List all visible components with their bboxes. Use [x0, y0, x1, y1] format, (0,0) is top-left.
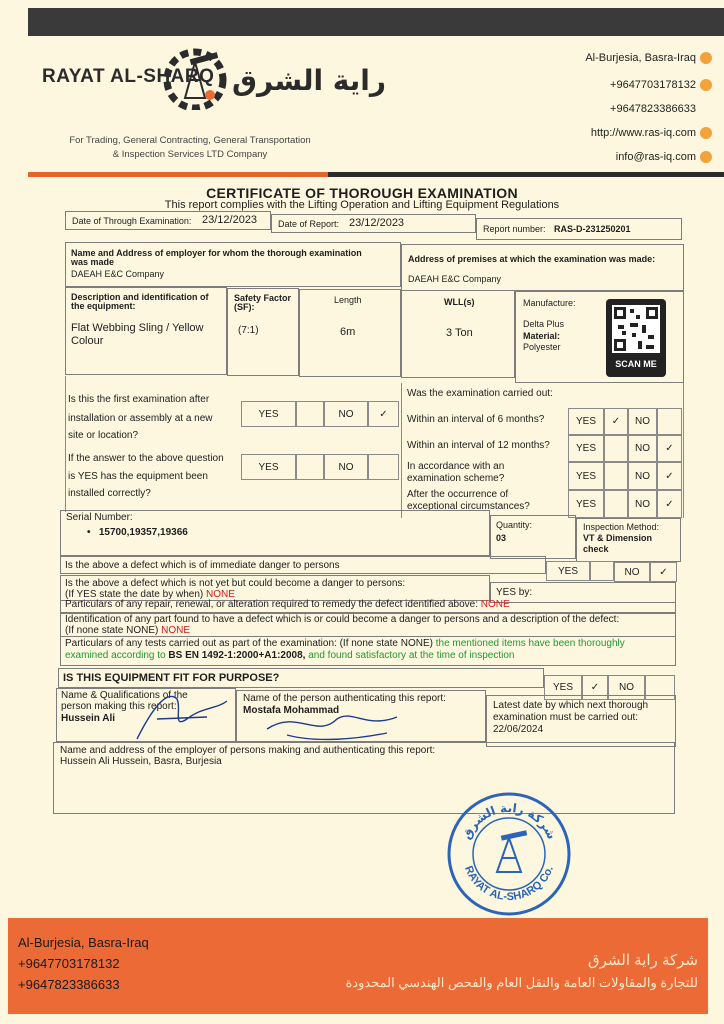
svg-text:شركة راية الشرق: شركة راية الشرق	[459, 800, 559, 842]
contact-website[interactable]	[512, 127, 712, 139]
length-box	[299, 289, 401, 377]
interval-12-no-check[interactable]: ✓	[657, 435, 682, 462]
certificate-subtitle: This report complies with the Lifting Operation and Lifting Equipment Regulations	[164, 199, 560, 211]
location-icon	[700, 52, 712, 64]
immediate-yes-check[interactable]	[590, 561, 614, 581]
contact-phone-1	[512, 79, 712, 91]
fit-yes[interactable]: YES	[544, 675, 582, 700]
serial-value: 15700,19357,19366	[98, 527, 188, 538]
next-exam-box	[486, 695, 676, 747]
quantity-value: 03	[496, 533, 507, 543]
equipment-desc-label-1: Description and identification of	[71, 292, 209, 302]
first-exam-q-line-2: installation or assembly at a new	[68, 413, 213, 424]
examiner-label-1: Name & Qualifications of the	[61, 690, 188, 701]
exceptional-yes[interactable]: YES	[568, 490, 604, 518]
authenticator-signature-icon	[257, 699, 407, 743]
first-exam-no-check[interactable]: ✓	[368, 401, 399, 427]
report-number-value: RAS-D-231250201	[554, 224, 631, 234]
footer-phone-2: +9647823386633	[18, 977, 120, 992]
exceptional-no-check[interactable]: ✓	[657, 490, 682, 518]
employer-label-1: Name and Address of employer for whom the thorough examination	[71, 248, 362, 258]
exceptional-no[interactable]: NO	[628, 490, 657, 518]
phone-icon	[700, 79, 712, 91]
serial-label: Serial Number:	[66, 512, 133, 523]
examiner-label-2: person making this report:	[61, 701, 177, 712]
installed-q-line-1: If the answer to the above question	[68, 453, 224, 464]
employer-persons-value: Hussein Ali Hussein, Basra, Burjesia	[60, 756, 222, 767]
repair-value: NONE	[480, 599, 510, 610]
tests-result-3: and found satisfactory at the time of inspection	[308, 650, 515, 661]
tests-result-1: the mentioned items have been thoroughly	[435, 638, 625, 649]
svg-text:RAYAT AL-SHARQ Co.: RAYAT AL-SHARQ Co.	[462, 864, 556, 904]
next-exam-label-1: Latest date by which next thorough	[493, 700, 649, 711]
immediate-danger-row	[60, 556, 546, 574]
installed-yes-check[interactable]	[296, 454, 324, 480]
company-stamp-icon	[445, 790, 573, 918]
part-defect-value: NONE	[161, 625, 191, 636]
interval-12-yes-check[interactable]	[604, 435, 628, 462]
interval-12-yes[interactable]: YES	[568, 435, 604, 462]
authenticator-label: Name of the person authenticating this report:	[243, 693, 446, 704]
part-defect-row	[60, 613, 676, 637]
tests-line-1	[65, 638, 625, 650]
scheme-no[interactable]: NO	[628, 462, 657, 490]
part-defect-instruction: (If none state NONE)	[65, 625, 159, 636]
manufacture-box	[515, 291, 684, 383]
brand-name-en: RAYAT AL-SHARQ	[42, 66, 215, 87]
brand-name-ar: راية الشرق	[232, 64, 387, 97]
scheme-yes-check[interactable]	[604, 462, 628, 490]
sf-label-2: (SF):	[234, 302, 255, 312]
interval-6-label: Within an interval of 6 months?	[407, 414, 545, 425]
interval-6-yes-check[interactable]: ✓	[604, 408, 628, 435]
tests-result-2: examined according to	[65, 650, 166, 661]
report-date-value: 23/12/2023	[349, 217, 405, 229]
authenticator-box	[236, 690, 486, 742]
examiner-box	[56, 688, 236, 742]
yes-by-label: YES by:	[496, 587, 533, 598]
safety-factor-box	[227, 288, 299, 376]
exam-date-box	[65, 211, 271, 230]
interval-12-no[interactable]: NO	[628, 435, 657, 462]
phone-2-text: +9647823386633	[610, 103, 696, 115]
tagline-line-1: For Trading, General Contracting, General Transportation	[69, 135, 311, 146]
serial-box	[60, 510, 490, 556]
footer-ar-line-2: للتجارة والمقاولات العامة والنقل العام والفحص الهندسي المحدودة	[345, 975, 698, 990]
tagline-line-2: & Inspection Services LTD Company	[112, 149, 268, 160]
repair-row	[60, 599, 676, 613]
exceptional-label-2: exceptional circumstances?	[407, 501, 530, 512]
footer-phone-1: +9647703178132	[18, 956, 120, 971]
dark-stripe	[328, 172, 724, 177]
sf-label-1: Safety Factor	[234, 293, 292, 303]
header-bar	[28, 8, 724, 36]
material-label: Material:	[523, 331, 561, 341]
accent-stripe	[28, 172, 328, 177]
sf-value: (7:1)	[238, 325, 259, 336]
contact-email[interactable]	[512, 151, 712, 163]
employer-value: DAEAH E&C Company	[71, 269, 165, 279]
tests-label: Particulars of any tests carried out as part of the examination: (If none state NONE)	[65, 638, 433, 649]
exam-date-label: Date of Through Examination:	[72, 216, 192, 226]
part-defect-label-1: Identification of any part found to have a defect which is or could become a danger to persons and a description of the defect:	[65, 614, 620, 625]
serial-value-item: • 15700,19357,19366	[87, 527, 188, 538]
next-exam-date: 22/06/2024	[493, 724, 544, 735]
address-text: Al-Burjesia, Basra-Iraq	[585, 52, 696, 64]
future-danger-value: NONE	[206, 589, 235, 600]
report-number-box	[476, 218, 682, 240]
scan-me-label: SCAN ME	[615, 359, 657, 369]
quantity-label: Quantity:	[496, 520, 533, 530]
method-value-1: VT & Dimension	[583, 533, 653, 543]
email-link[interactable]: info@ras-iq.com	[615, 151, 696, 163]
carried-out-label: Was the examination carried out:	[407, 388, 553, 399]
first-exam-q-line-1: Is this the first examination after	[68, 394, 210, 405]
method-label: Inspection Method:	[583, 522, 660, 532]
footer-arabic	[346, 950, 699, 994]
footer-ar-line-1: شركة راية الشرق	[587, 952, 698, 969]
length-value: 6m	[340, 326, 356, 338]
installed-q-line-3: installed correctly?	[68, 488, 151, 499]
installed-yes[interactable]: YES	[241, 454, 296, 480]
first-exam-no[interactable]: NO	[324, 401, 368, 427]
first-exam-q-line-3: site or location?	[68, 430, 139, 441]
future-danger-label-1: Is the above a defect which is not yet but could become a danger to persons:	[65, 578, 406, 589]
immediate-yes[interactable]: YES	[546, 561, 590, 581]
qr-code-icon	[612, 305, 660, 353]
contact-phone-2	[512, 103, 712, 115]
globe-icon	[700, 127, 712, 139]
wll-value: 3 Ton	[446, 327, 473, 339]
wll-label: WLL(s)	[444, 297, 475, 307]
future-danger-row	[60, 575, 490, 601]
website-link[interactable]: http://www.ras-iq.com	[590, 127, 696, 139]
scheme-label-2: examination scheme?	[407, 473, 505, 484]
footer-address: Al-Burjesia, Basra-Iraq	[18, 935, 149, 950]
first-exam-yes[interactable]: YES	[241, 401, 296, 427]
email-icon	[700, 151, 712, 163]
fit-no[interactable]: NO	[608, 675, 645, 700]
contact-address	[512, 52, 712, 64]
footer-contact	[18, 932, 149, 995]
report-date-box	[271, 214, 476, 233]
material-value: Polyester	[523, 342, 561, 352]
equipment-desc-value-2: Colour	[71, 335, 104, 347]
equipment-desc-label-2: the equipment:	[71, 301, 136, 311]
tests-standard: BS EN 1492-1:2000+A1:2008,	[168, 650, 306, 661]
exceptional-label-1: After the occurrence of	[407, 489, 509, 500]
immediate-danger-label: Is the above a defect which is of immediate danger to persons	[65, 560, 340, 571]
immediate-no[interactable]: NO	[614, 562, 650, 582]
method-box	[576, 518, 681, 562]
tagline	[40, 134, 340, 162]
exam-date-value: 23/12/2023	[202, 214, 258, 226]
qr-code[interactable]	[606, 299, 666, 377]
installed-q-line-2: is YES has the equipment been	[68, 471, 208, 482]
phone-1-text: +9647703178132	[610, 79, 696, 91]
fit-purpose-label: IS THIS EQUIPMENT FIT FOR PURPOSE?	[63, 672, 280, 684]
interval-6-yes[interactable]: YES	[568, 408, 604, 435]
wll-box	[401, 290, 515, 378]
scheme-yes[interactable]: YES	[568, 462, 604, 490]
employer-persons-box	[53, 742, 675, 814]
repair-label: Particulars of any repair, renewal, or alteration required to remedy the defect identified above:	[65, 599, 479, 610]
report-number-label: Report number:	[483, 224, 546, 234]
quantity-box	[490, 515, 576, 559]
installed-no-check[interactable]	[368, 454, 399, 480]
fit-purpose-row	[58, 668, 544, 688]
examiner-signature-icon	[117, 689, 237, 741]
scheme-no-check[interactable]: ✓	[657, 462, 682, 490]
interval-6-no[interactable]: NO	[628, 408, 657, 435]
next-exam-label-2: examination must be carried out:	[493, 712, 639, 723]
first-exam-section	[65, 376, 401, 512]
fit-yes-check[interactable]: ✓	[582, 675, 608, 700]
first-exam-yes-check[interactable]	[296, 401, 324, 427]
interval-12-label: Within an interval of 12 months?	[407, 440, 550, 451]
employer-label-2: was made	[71, 257, 115, 267]
tests-row	[60, 636, 676, 666]
installed-no[interactable]: NO	[324, 454, 368, 480]
repair-text	[65, 599, 510, 611]
future-danger-instruction: (If YES state the date by when)	[65, 589, 204, 600]
method-value-2: check	[583, 544, 609, 554]
tests-line-2	[65, 650, 514, 662]
premises-box	[401, 244, 684, 291]
certificate-title: CERTIFICATE OF THOROUGH EXAMINATION	[206, 185, 518, 201]
examiner-name: Hussein Ali	[61, 713, 116, 724]
equipment-desc-value-1: Flat Webbing Sling / Yellow	[71, 322, 204, 334]
premises-label: Address of premises at which the examination was made:	[408, 254, 656, 264]
employer-box	[65, 242, 401, 287]
length-label: Length	[334, 295, 362, 305]
equipment-desc-box	[65, 287, 227, 375]
scheme-label-1: In accordance with an	[407, 461, 505, 472]
authenticator-name: Mostafa Mohammad	[243, 705, 340, 716]
immediate-no-check[interactable]: ✓	[650, 562, 677, 582]
exceptional-yes-check[interactable]	[604, 490, 628, 518]
report-date-label: Date of Report:	[278, 219, 340, 229]
interval-6-no-check[interactable]	[657, 408, 682, 435]
premises-value: DAEAH E&C Company	[408, 274, 502, 284]
manufacture-value: Delta Plus	[523, 319, 565, 329]
employer-persons-label: Name and address of the employer of persons making and authenticating this report:	[60, 745, 436, 756]
manufacture-label: Manufacture:	[523, 298, 576, 308]
